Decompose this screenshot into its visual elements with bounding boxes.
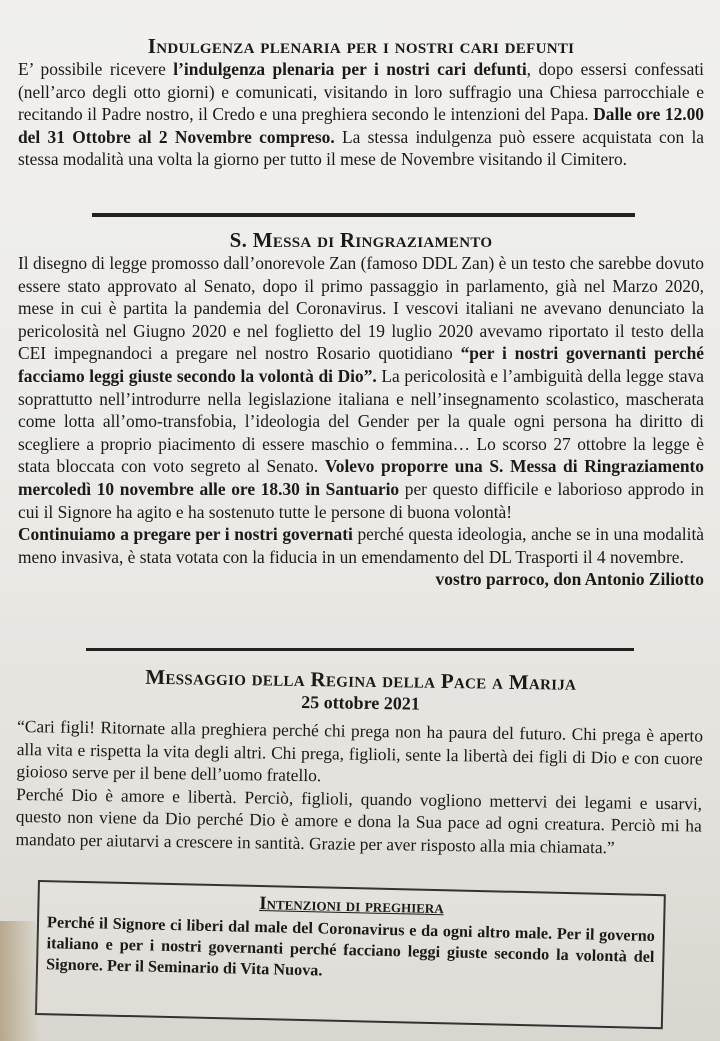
indulgence-title: Indulgenza plenaria per i nostri cari defunti bbox=[147, 34, 575, 58]
mass-announcement: Volevo proporre una S. Messa di Ringraziamento mercoledì 10 novembre alle ore 18.30 in Santuario bbox=[18, 456, 704, 499]
indulgence-text-1: E’ possibile ricevere bbox=[18, 59, 174, 79]
ddl-prayer-quote: “per i nostri governanti perché facciamo leggi giuste secondo la volontà di Dio”. bbox=[18, 343, 705, 386]
indulgence-text-2: , dopo essersi confessati (nell’arco degli otto giorni) e comunicati, visitando in loro suffragio una Chiesa parrocchiale e recitando il Padre nostro, il Credo e una preghiera secondo le intenzioni del Papa. bbox=[18, 59, 704, 125]
continue-praying-text: perché questa ideologia, anche se in una modalità meno invasiva, è stata votata con la fiducia in un emendamento del DL Trasporti il 4 novembre. bbox=[18, 524, 704, 567]
page-shadow bbox=[0, 921, 40, 1041]
ddl-text-1: Il disegno di legge promosso dall’onorevole Zan (famoso DDL Zan) è un testo che sarebbe dovuto essere stato approvato al Senato, dopo il primo passaggio in parlamento, già nel Marzo 2020, mese in cui è partita la pandemia del Coronavirus. I vescovi italiani ne avevano denunciato la pericolosità nel Giugno 2020 e nel foglietto del 19 luglio 2020 avevamo riportato il testo della CEI impegnandoci a pregare nel nostro Rosario quotidiano bbox=[18, 253, 704, 364]
prayer-intentions-title: Intenzioni di preghiera bbox=[259, 893, 444, 919]
message-date: 25 ottobre 2021 bbox=[301, 691, 420, 714]
divider-1 bbox=[92, 213, 635, 217]
parish-priest-signature: vostro parroco, don Antonio Ziliotto bbox=[435, 569, 704, 590]
indulgence-text-bold-1: l’indulgenza plenaria per i nostri cari defunti bbox=[173, 59, 527, 79]
prayer-intentions-box bbox=[35, 880, 666, 1029]
ddl-text-2: La pericolosità e l’ambiguità della legge stava soprattutto nell’introdurre nella legislazione italiana e nell’insegnamento scolastico, mascherata come lotta all’omo-transfobia, l’ideologia del Gender per la quale ogni persona ha diritto di scegliere a proprio piacimento di essere maschio o femmina… Lo scorso 27 ottobre la legge è stata bloccata con voto segreto al Senato. bbox=[18, 365, 704, 477]
indulgence-section bbox=[18, 34, 704, 171]
ddl-text-3: per questo difficile e laborioso approdo in cui il Signore ha agito e ha sostenuto tutte le persone di buona volontà! bbox=[18, 478, 704, 522]
thanksgiving-mass-section bbox=[18, 228, 704, 591]
queen-of-peace-message-section bbox=[15, 663, 704, 860]
indulgence-text-3: La stessa indulgenza può essere acquistata con la stessa modalità una volta la giorno per tutto il mese de Novembre visitando il Cimitero. bbox=[18, 126, 705, 170]
message-paragraph-2: Perché Dio è amore e libertà. Perciò, figlioli, quando vogliono mettervi dei legami e usarvi, questo non viene da Dio perché Dio è amore e dona la Sua pace ad ogni creatura. Perciò mi ha mandato per aiutarvi a crescere in santità. Grazie per aver risposto alla mia chiamata.” bbox=[15, 783, 703, 858]
indulgence-dates: Dalle ore 12.00 del 31 Ottobre al 2 Novembre compreso. bbox=[18, 104, 705, 147]
thanksgiving-paragraph-2 bbox=[18, 523, 704, 590]
message-paragraph-1: “Cari figli! Ritornate alla preghiera perché chi prega non ha paura del futuro. Chi prega è aperto alla vita e rispetta la vita degli altri. Chi prega, figlioli, sente la libertà dei figli di Dio e con cuore gioioso serve per il bene dell’uomo fratello. bbox=[16, 715, 704, 786]
indulgence-paragraph bbox=[18, 58, 704, 171]
thanksgiving-mass-title: S. Messa di Ringraziamento bbox=[229, 228, 493, 252]
continue-praying-bold: Continuiamo a pregare per i nostri governati bbox=[18, 524, 353, 545]
divider-2 bbox=[86, 648, 634, 651]
thanksgiving-paragraph-1 bbox=[18, 252, 704, 523]
message-title: Messaggio della Regina della Pace a Marija bbox=[145, 664, 577, 695]
prayer-intentions-text: Perché il Signore ci liberi dal male del Coronavirus e da ogni altro male. Per il governo italiano e per i nostri governanti perché facciano leggi giuste secondo la volontà del Signore. Per il Seminario di Vita Nuova. bbox=[45, 913, 656, 980]
